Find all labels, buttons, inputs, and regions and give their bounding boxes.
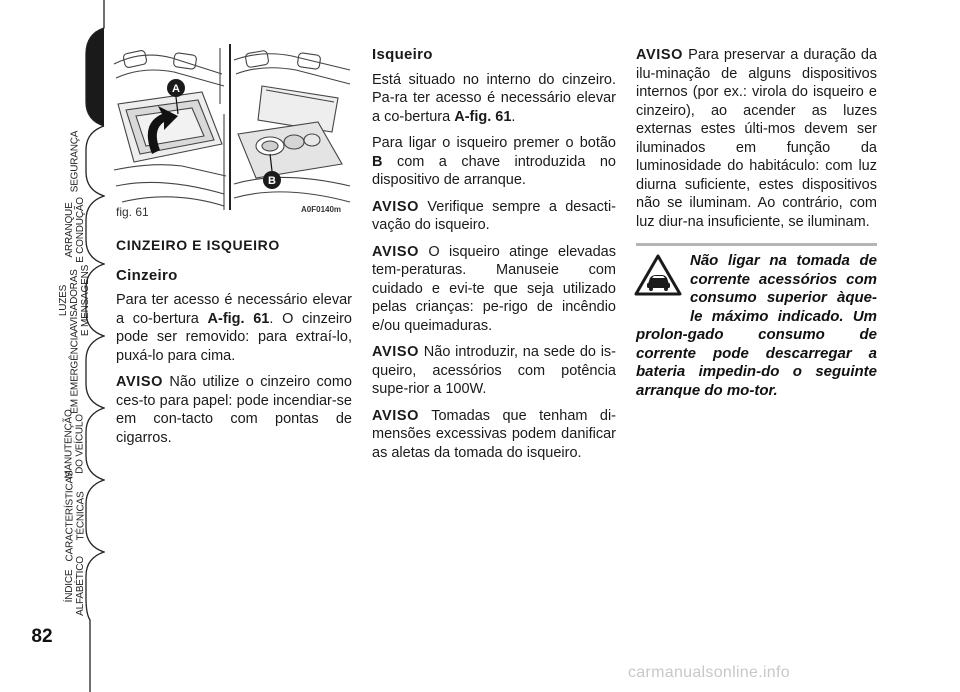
tab-arranque-e-conducao[interactable] (45, 196, 105, 264)
tab-label: LUZES AVISADORAS E MENSAGENS (58, 264, 92, 336)
tab-tablier-e-comandos[interactable] (45, 28, 105, 126)
column-isqueiro (372, 46, 616, 470)
column-aviso (636, 46, 877, 239)
figure-label-b: B (268, 175, 276, 187)
tab-label: ARRANQUE E CONDUÇÃO (64, 197, 87, 263)
text: Para ter acesso é necessário elevar a co-bertura (116, 292, 352, 327)
watermark: carmanualsonline.info (628, 664, 790, 681)
text: com a chave introduzida no dispositivo de arranque. (372, 153, 616, 188)
tab-label: MANUTENÇÃO DO VEÍCULO (64, 409, 86, 479)
paragraph (116, 291, 352, 365)
text: O isqueiro atinge elevadas tem-peraturas. Manuseie com cuidado e evi-te que seja utilizado pelas crianças: pe-rigo de incêndio e/ou queimaduras. (372, 243, 616, 334)
figure-reference: A-fig. 61 (454, 108, 512, 125)
text: Não utilize o cinzeiro como ces-to para papel: pode incendiar-se em con-tacto com pontas de cigarros. (116, 374, 352, 446)
subheading-isqueiro: Isqueiro (372, 46, 433, 63)
paragraph (372, 407, 616, 463)
tab-label: TABLIER E COMANDOS (63, 45, 88, 109)
figure-label-a: A (172, 83, 180, 95)
paragraph (372, 71, 616, 127)
tab-luzes-avisadoras[interactable] (45, 264, 105, 336)
figure-reference: A-fig. 61 (207, 310, 270, 327)
paragraph (116, 373, 352, 447)
paragraph (372, 343, 616, 399)
section-title: CINZEIRO E ISQUEIRO (116, 237, 280, 253)
column-cinzeiro (116, 236, 352, 455)
text: Está situado no interno do cinzeiro. Pa-ra ter acesso é necessário elevar a co-bertura (372, 71, 616, 125)
chapter-index (0, 0, 105, 692)
car-battery-warning-icon (634, 254, 682, 296)
tab-label: SEGURANÇA (69, 130, 81, 192)
aviso-keyword: AVISO (372, 243, 420, 260)
page-number: 82 (31, 626, 53, 647)
paragraph (372, 198, 616, 235)
aviso-keyword: AVISO (636, 47, 684, 63)
warning-text: Não ligar na tomada de corrente acessórios com consumo superior àque-le máximo indicado. Um prolon-gado consumo de corrente pode descarregar a bateria impedin-do o seguinte arranque do mo-tor. (636, 252, 877, 399)
tab-label: CARACTERÍSTICAS TÉCNICAS (64, 470, 86, 562)
tab-manutencao-do-veiculo[interactable] (45, 408, 105, 480)
tab-label: ÍNDICE ALFABÉTICO (64, 556, 86, 616)
text: Verifique sempre a desacti-vação do isqueiro. (372, 198, 616, 233)
figure-caption: fig. 61 (116, 205, 149, 219)
paragraph (372, 134, 616, 190)
tab-seguranca[interactable] (45, 126, 105, 196)
warning-divider (636, 243, 877, 246)
aviso-keyword: AVISO (372, 198, 420, 215)
tab-label: EM EMERGÊNCIA (69, 330, 81, 414)
text: Para preservar a duração da ilu-minação de alguns dispositivos internos (por ex.: virola do isqueiro e cinzeiro), ao acender as luzes externas estes últi-mos devem ser iluminados em função da luminosidade do habitáculo: com luz diurna suficiente, estes dispositivos não se iluminam. Ao contrário, com luz diur-na insuficiente, se iluminam. (636, 47, 877, 230)
subheading-cinzeiro: Cinzeiro (116, 266, 178, 284)
tab-em-emergencia[interactable] (45, 330, 105, 414)
aviso-keyword: AVISO (116, 374, 164, 390)
tab-caracteristicas-tecnicas[interactable] (45, 470, 105, 562)
figure-code: A0F0140m (301, 205, 342, 214)
text: Para ligar o isqueiro premer o botão (372, 135, 616, 151)
figure-ashtray-lighter (112, 44, 352, 210)
button-reference: B (372, 153, 383, 170)
ashtray-illustration (112, 44, 352, 210)
paragraph (636, 46, 877, 231)
aviso-keyword: AVISO (372, 344, 420, 360)
text: Tomadas que tenham di-mensões excessivas podem danificar as aletas da tomada do isqueiro. (372, 407, 616, 461)
aviso-keyword: AVISO (372, 407, 420, 424)
paragraph (372, 243, 616, 336)
text: . (511, 108, 516, 125)
tab-indice-alfabetico[interactable] (45, 552, 105, 620)
text: Não introduzir, na sede do is-queiro, acessórios com potência supe-rior a 100W. (372, 344, 616, 397)
text: . O cinzeiro pode ser removido: para extraí-lo, puxá-lo para cima. (116, 310, 352, 364)
